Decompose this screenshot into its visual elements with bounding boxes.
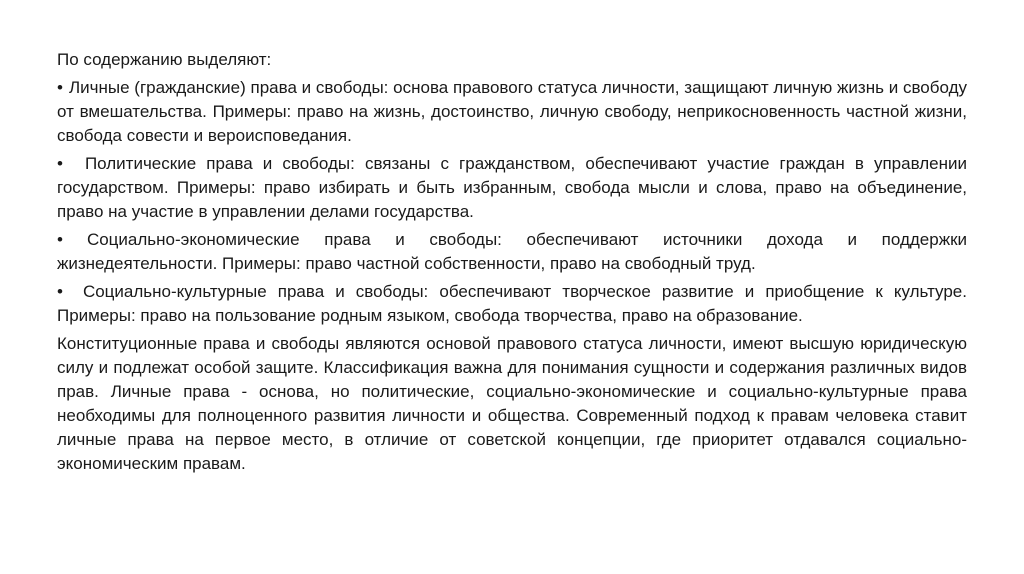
bullet-item-political-rights: [57, 152, 967, 224]
bullet-text: Социально-экономические права и свободы: обеспечивают источники дохода и поддержки жизнедеятельности. Примеры: право частной собственности, право на свободный труд.: [57, 230, 967, 273]
intro-text: По содержанию выделяют:: [57, 50, 272, 69]
bullet-item-socioeconomic-rights: [57, 228, 967, 276]
slide-content: [57, 48, 967, 480]
bullet-icon: •: [57, 154, 63, 173]
bullet-icon: •: [57, 78, 63, 97]
bullet-text: Социально-культурные права и свободы: обеспечивают творческое развитие и приобщение к культуре. Примеры: право на пользование родным языком, свобода творчества, право на образование.: [57, 282, 967, 325]
bullet-text: Личные (гражданские) права и свободы: основа правового статуса личности, защищают личную жизнь и свободу от вмешательства. Примеры: право на жизнь, достоинство, личную свободу, неприкосновенность частной жизни, свобода совести и вероисповедания.: [57, 78, 967, 145]
bullet-item-sociocultural-rights: [57, 280, 967, 328]
bullet-icon: •: [57, 282, 63, 301]
bullet-icon: •: [57, 230, 63, 249]
bullet-text: Политические права и свободы: связаны с гражданством, обеспечивают участие граждан в управлении государством. Примеры: право избирать и быть избранным, свобода мысли и слова, право на объединение, право на участие в управлении делами государства.: [57, 154, 967, 221]
bullet-item-personal-rights: [57, 76, 967, 148]
conclusion-text: Конституционные права и свободы являются основой правового статуса личности, имеют высшую юридическую силу и подлежат особой защите. Классификация важна для понимания сущности и содержания различных видов прав. Личные права - основа, но политические, социально-экономические и социально-культурные права необходимы для полноценного развития личности и общества. Современный подход к правам человека ставит личные права на первое место, в отличие от советской концепции, где приоритет отдавался социально-экономическим правам.: [57, 334, 967, 473]
